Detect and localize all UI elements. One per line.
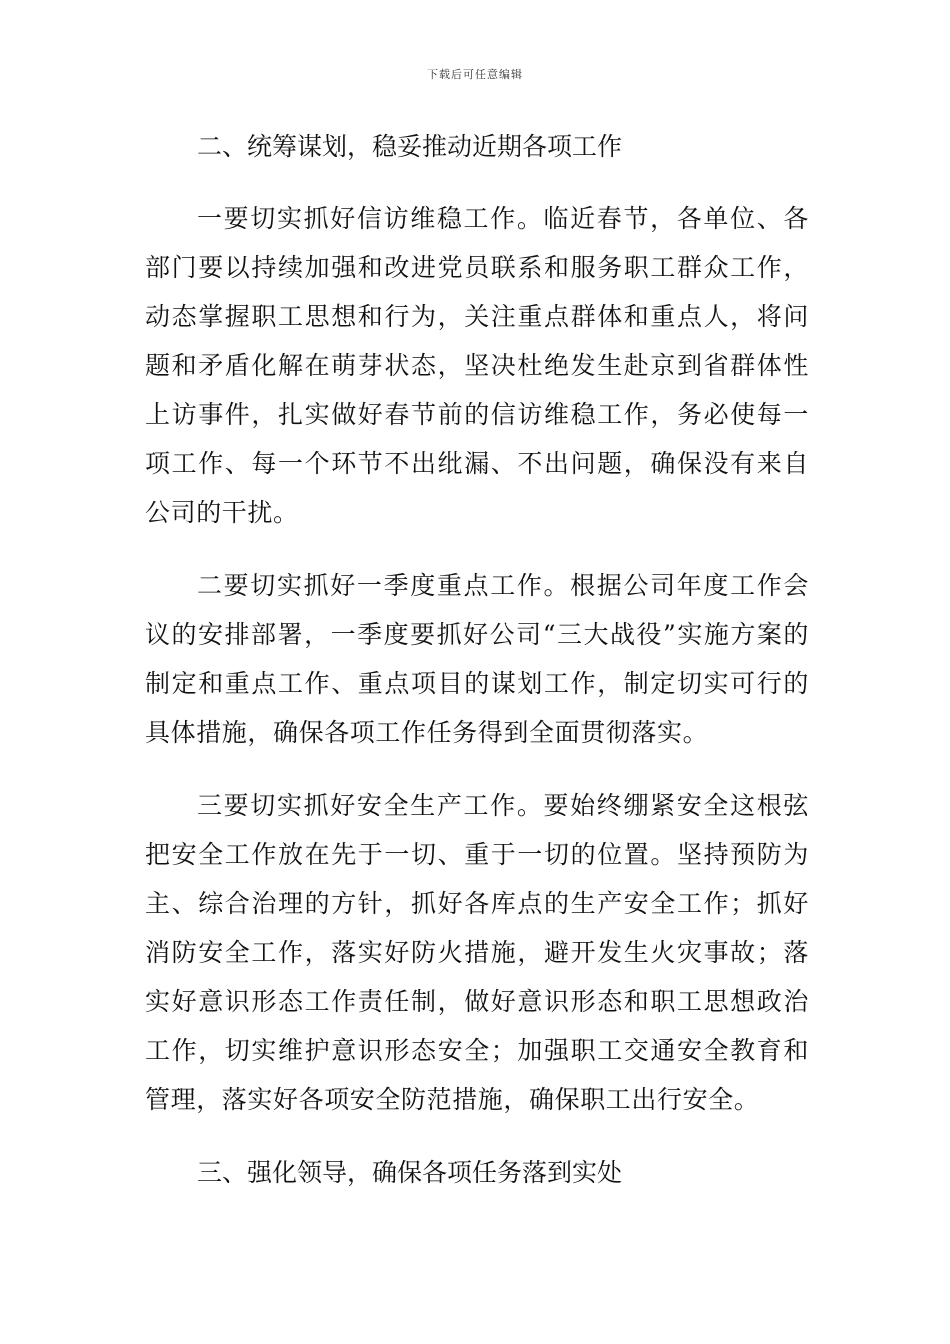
header-note: 下载后可任意编辑 [427,68,523,81]
paragraph-safety-production: 三要切实抓好安全生产工作。要始终绷紧安全这根弦把安全工作放在先于一切、重于一切的位置。坚持预防为主、综合治理的方针，抓好各库点的生产安全工作；抓好消防安全工作，落实好防火措施，避开发生火灾事故；落实好意识形态工作责任制，做好意识形态和职工思想政治工作，切实维护意识形态安全；加强职工交通安全教育和管理，落实好各项安全防范措施，确保职工出行安全。 [145,791,809,1114]
section-heading-3: 三、强化领导，确保各项任务落到实处 [197,1158,623,1187]
paragraph-petition-stability: 一要切实抓好信访维稳工作。临近春节，各单位、各部门要以持续加强和改进党员联系和服务职工群众工作，动态掌握职工思想和行为，关注重点群体和重点人，将问题和矛盾化解在萌芽状态，坚决杜绝发生赴京到省群体性上访事件，扎实做好春节前的信访维稳工作，务必使每一项工作、每一个环节不出纰漏、不出问题，确保没有来自公司的干扰。 [145,204,809,527]
section-heading-2: 二、统筹谋划，稳妥推动近期各项工作 [197,132,623,161]
document-body [145,122,809,1220]
paragraph-q1-key-work: 二要切实抓好一季度重点工作。根据公司年度工作会议的安排部署，一季度要抓好公司“三大战役”实施方案的制定和重点工作、重点项目的谋划工作，制定切实可行的具体措施，确保各项工作任务得到全面贯彻落实。 [145,571,809,747]
